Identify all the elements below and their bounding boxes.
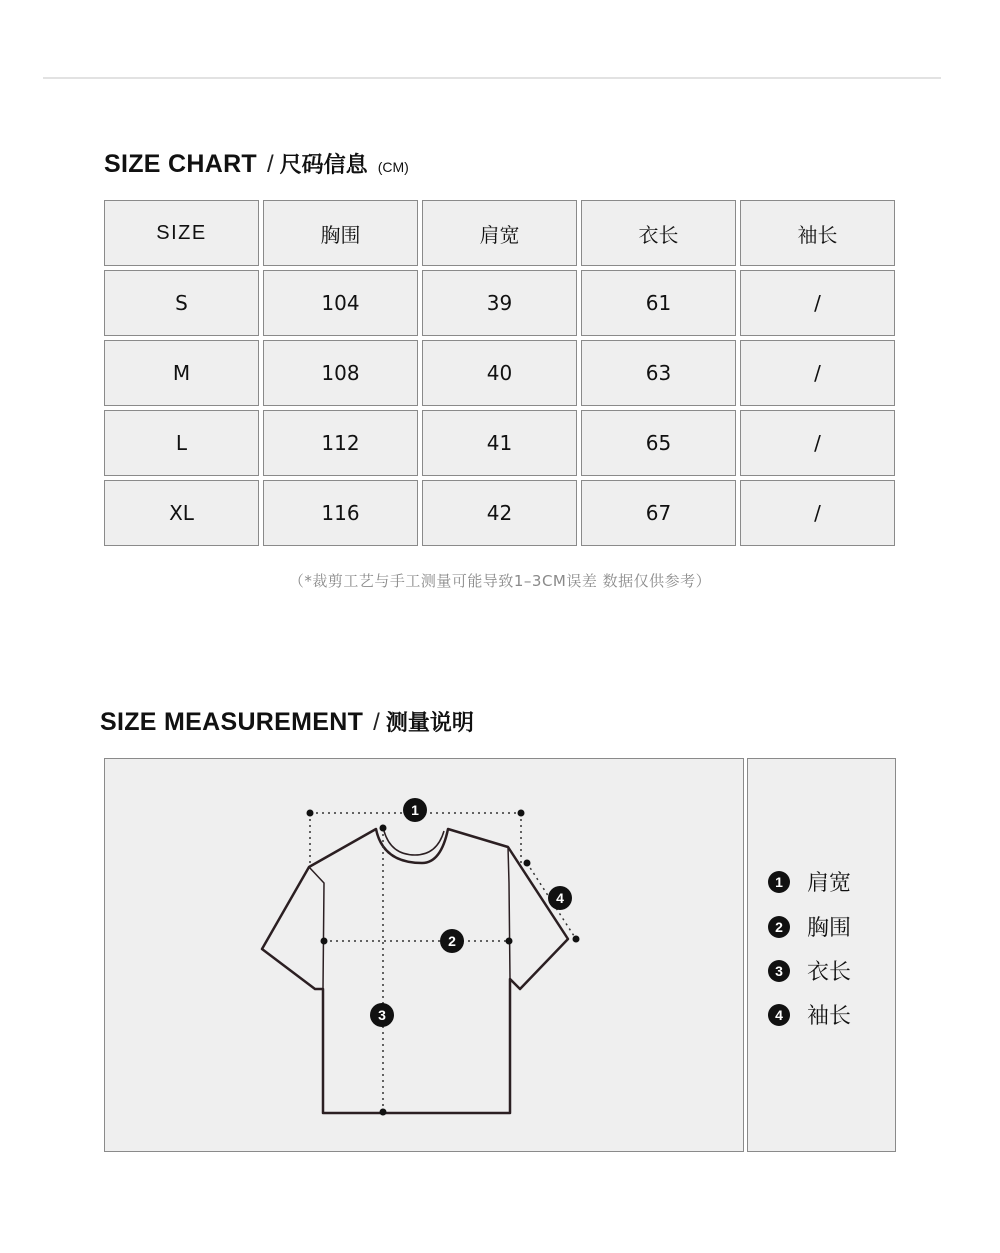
size-chart-title-en: SIZE CHART — [104, 150, 257, 178]
table-cell-chest: 108 — [263, 340, 418, 406]
size-chart-unit: (CM) — [377, 159, 409, 175]
size-measurement-title-cn: 测量说明 — [385, 711, 474, 736]
table-cell-chest: 116 — [263, 480, 418, 546]
table-cell-length: 63 — [581, 340, 736, 406]
table-cell-sleeve: / — [740, 340, 895, 406]
legend-item-length — [768, 955, 851, 986]
sleeve-point — [573, 936, 580, 943]
table-cell-length: 65 — [581, 410, 736, 476]
marker-number: 1 — [411, 802, 419, 818]
tshirt-right-armhole — [508, 847, 510, 979]
shoulder-point — [518, 810, 525, 817]
table-cell-sleeve: / — [740, 410, 895, 476]
title-separator: / — [267, 151, 274, 178]
marker-number: 3 — [378, 1007, 386, 1023]
table-cell-chest: 104 — [263, 270, 418, 336]
table-header-length: 衣长 — [581, 200, 736, 266]
length-point — [380, 825, 387, 832]
measurement-legend — [747, 758, 896, 1152]
table-header-shoulder: 肩宽 — [422, 200, 577, 266]
shoulder-point — [307, 810, 314, 817]
size-measurement-title-en: SIZE MEASUREMENT — [100, 708, 364, 736]
size-measurement-title — [100, 706, 474, 737]
table-cell-size: XL — [104, 480, 259, 546]
marker-sleeve — [548, 886, 572, 910]
marker-number: 2 — [448, 933, 456, 949]
sleeve-point — [524, 860, 531, 867]
table-cell-shoulder: 39 — [422, 270, 577, 336]
chest-point — [506, 938, 513, 945]
legend-label: 衣长 — [807, 960, 852, 985]
marker-shoulder — [403, 798, 427, 822]
table-cell-sleeve: / — [740, 480, 895, 546]
marker-length — [370, 1003, 394, 1027]
title-separator: / — [373, 709, 380, 736]
legend-number: 3 — [768, 960, 790, 982]
legend-number: 2 — [768, 916, 790, 938]
top-divider — [43, 77, 941, 79]
legend-item-chest — [768, 911, 851, 942]
table-header-sleeve: 袖长 — [740, 200, 895, 266]
table-cell-size: S — [104, 270, 259, 336]
measurement-note: （*裁剪工艺与手工测量可能导致1–3CM误差 数据仅供参考） — [288, 572, 712, 590]
table-cell-shoulder: 40 — [422, 340, 577, 406]
tshirt-diagram — [104, 758, 744, 1152]
table-cell-shoulder: 42 — [422, 480, 577, 546]
tshirt-left-armhole — [309, 867, 324, 989]
legend-label: 肩宽 — [807, 871, 852, 896]
legend-label: 袖长 — [807, 1004, 852, 1029]
table-cell-size: M — [104, 340, 259, 406]
marker-chest — [440, 929, 464, 953]
length-point — [380, 1109, 387, 1116]
legend-number: 1 — [768, 871, 790, 893]
legend-number: 4 — [768, 1004, 790, 1026]
size-chart-title-cn: 尺码信息 — [279, 153, 368, 178]
chest-point — [321, 938, 328, 945]
table-cell-length: 61 — [581, 270, 736, 336]
size-table — [104, 200, 896, 546]
legend-label: 胸围 — [807, 916, 852, 941]
tshirt-illustration — [105, 759, 745, 1153]
size-chart-title — [104, 148, 409, 179]
table-cell-shoulder: 41 — [422, 410, 577, 476]
table-cell-size: L — [104, 410, 259, 476]
tshirt-collar — [384, 831, 444, 855]
marker-number: 4 — [556, 890, 564, 906]
table-header-chest: 胸围 — [263, 200, 418, 266]
table-header-size: SIZE — [104, 200, 259, 266]
legend-item-shoulder — [768, 866, 851, 897]
tshirt-outline — [262, 829, 568, 1113]
table-cell-chest: 112 — [263, 410, 418, 476]
table-cell-length: 67 — [581, 480, 736, 546]
table-cell-sleeve: / — [740, 270, 895, 336]
legend-item-sleeve — [768, 999, 851, 1030]
